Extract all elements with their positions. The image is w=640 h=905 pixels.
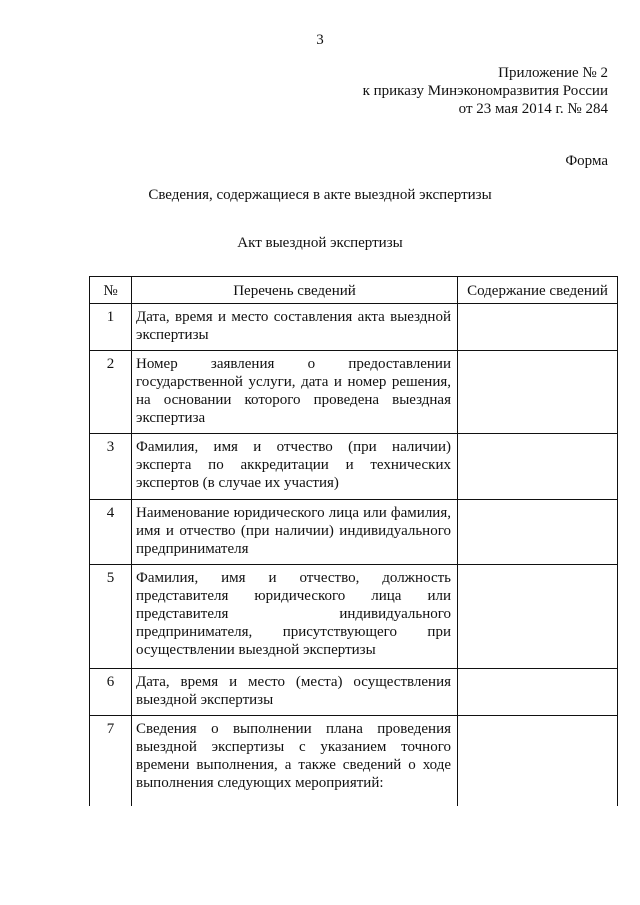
row-content-cell: [458, 500, 618, 565]
row-number: 3: [90, 434, 132, 500]
row-content-cell: [458, 669, 618, 716]
table-row: [90, 304, 618, 351]
table-row: [90, 351, 618, 434]
table-row: [90, 500, 618, 565]
row-content-cell: [458, 304, 618, 351]
header-content: Содержание сведений: [458, 277, 618, 304]
row-description: Наименование юридического лица или фамилия, имя и отчество (при наличии) индивидуального предпринимателя: [132, 500, 458, 565]
annex-line-2: к приказу Минэкономразвития России: [362, 83, 608, 99]
row-number: 4: [90, 500, 132, 565]
document-title: Сведения, содержащиеся в акте выездной экспертизы: [148, 187, 492, 203]
row-number: 2: [90, 351, 132, 434]
information-table: [89, 276, 618, 806]
row-description: Сведения о выполнении плана проведения выездной экспертизы с указанием точного времени выполнения, а также сведений о ходе выполнения следующих мероприятий:: [132, 716, 458, 806]
row-number: 7: [90, 716, 132, 806]
header-list: Перечень сведений: [132, 277, 458, 304]
row-content-cell: [458, 351, 618, 434]
annex-header: [363, 64, 608, 118]
table-row: [90, 434, 618, 500]
row-description: Номер заявления о предоставлении государственной услуги, дата и номер решения, на основании которого проведена выездная экспертиза: [132, 351, 458, 434]
row-description: Фамилия, имя и отчество (при наличии) эксперта по аккредитации и технических экспертов (в случае их участия): [132, 434, 458, 500]
page-number: 3: [316, 32, 324, 48]
act-title: Акт выездной экспертизы: [237, 235, 403, 251]
row-number: 6: [90, 669, 132, 716]
annex-line-3: от 23 мая 2014 г. № 284: [458, 101, 608, 117]
row-content-cell: [458, 565, 618, 669]
form-label: Форма: [565, 153, 608, 169]
row-description: Дата, время и место (места) осуществления выездной экспертизы: [132, 669, 458, 716]
row-description: Дата, время и место составления акта выездной экспертизы: [132, 304, 458, 351]
row-description: Фамилия, имя и отчество, должность представителя юридического лица или представителя индивидуального предпринимателя, присутствующего при осуществлении выездной экспертизы: [132, 565, 458, 669]
row-number: 1: [90, 304, 132, 351]
table-row: [90, 565, 618, 669]
row-content-cell: [458, 434, 618, 500]
table-row: [90, 669, 618, 716]
row-content-cell: [458, 716, 618, 806]
row-number: 5: [90, 565, 132, 669]
table-header-row: [90, 277, 618, 304]
table-row: [90, 716, 618, 806]
header-number: №: [90, 277, 132, 304]
annex-line-1: Приложение № 2: [498, 65, 608, 81]
